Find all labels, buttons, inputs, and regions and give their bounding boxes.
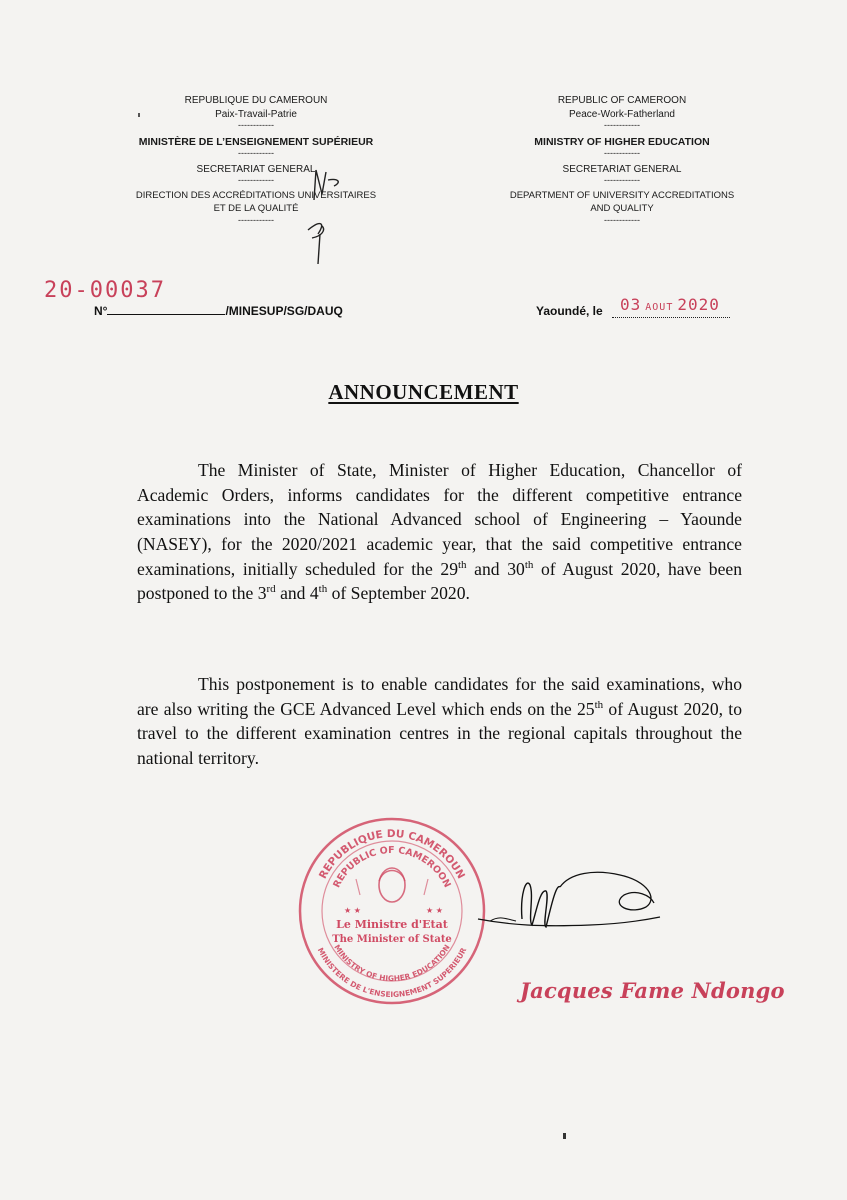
header-left-country: REPUBLIQUE DU CAMEROUN xyxy=(184,95,328,106)
date-year: 2020 xyxy=(677,295,720,314)
header-right-country: REPUBLIC OF CAMEROON xyxy=(557,95,687,106)
paragraph-2-text: This postponement is to enable candidates for the said examinations, who are also writing the GCE Advanced Level which ends on the 25 xyxy=(137,674,742,719)
paragraph-2-text: of August 2020, to travel to the different examination centres in the regional capitals throughout the national territory. xyxy=(137,698,742,768)
header-left-department-2: ET DE LA QUALITÉ xyxy=(213,203,299,215)
header-left-separator: ------------ xyxy=(238,175,274,186)
reference-prefix: N° xyxy=(94,304,108,318)
reference-suffix: /MINESUP/SG/DAUQ xyxy=(225,304,343,318)
official-seal-icon xyxy=(296,815,488,1007)
ordinal-suffix: th xyxy=(524,558,534,571)
paragraph-1-text: and 30 xyxy=(466,558,525,579)
header-left-department-1: DIRECTION DES ACCRÉDITATIONS UNIVERSITAIRES xyxy=(135,190,377,202)
reference-stamp: 20-00037 xyxy=(44,278,166,303)
header-left-separator: ------------ xyxy=(238,148,274,159)
svg-text:★ ★: ★ ★ xyxy=(426,906,443,915)
date-place: Yaoundé, le xyxy=(536,304,603,318)
paragraph-1-text: of September 2020. xyxy=(327,583,470,604)
header-right-separator: ------------ xyxy=(604,120,640,130)
paragraph-1-text: The Minister of State, Minister of Higher Education, Chancellor of Academic Orders, informs candidates for the different competitive entrance examinations into the National Advanced school of Engineering – Yaounde (NASEY), for the 2020/2021 academic year, that the said competitive entrance examinations, initially scheduled for the 29 xyxy=(137,460,742,579)
paragraph-1-text: of August 2020, have been postponed to the 3 xyxy=(137,558,742,604)
signature-icon xyxy=(470,855,690,945)
seal-outer-bottom-text: MINISTERE DE L'ENSEIGNEMENT SUPERIEUR xyxy=(315,946,469,1000)
header-right-secretariat: SECRETARIAT GENERAL xyxy=(562,163,682,175)
signer-name: Jacques Fame Ndongo xyxy=(520,978,785,1003)
date-underline xyxy=(612,317,730,318)
reference-line xyxy=(94,304,343,318)
header-left-separator: ------------ xyxy=(238,120,274,130)
ordinal-suffix: th xyxy=(318,583,328,596)
ordinal-suffix: th xyxy=(458,558,467,571)
seal-center-line-1: Le Ministre d'Etat xyxy=(336,918,448,931)
svg-text:★ ★: ★ ★ xyxy=(344,906,361,915)
seal-outer-top-text: REPUBLIQUE DU CAMEROUN xyxy=(316,827,468,881)
date-month: AOUT xyxy=(645,302,674,313)
header-right-separator: ------------ xyxy=(604,175,640,186)
header-right-department-1: DEPARTMENT OF UNIVERSITY ACCREDITATIONS xyxy=(509,190,735,202)
announcement-title xyxy=(0,380,847,405)
header-left-separator: ------------ xyxy=(238,214,274,225)
seal-center-line-2: The Minister of State xyxy=(332,934,452,945)
header-left-motto: Paix-Travail-Patrie xyxy=(215,108,297,120)
date-stamp xyxy=(620,295,720,314)
header-right-separator: ------------ xyxy=(604,214,640,225)
header-right-separator: ------------ xyxy=(604,148,640,159)
svg-text:MINISTRY OF HIGHER EDUCATION xyxy=(332,943,452,983)
ordinal-suffix: rd xyxy=(266,583,276,596)
ordinal-suffix: th xyxy=(594,698,604,711)
paragraph-1 xyxy=(137,458,742,606)
header-right-motto: Peace-Work-Fatherland xyxy=(569,108,675,120)
seal-inner-bottom-text: MINISTRY OF HIGHER EDUCATION xyxy=(332,942,452,984)
header-left-secretariat: SECRETARIAT GENERAL xyxy=(196,163,316,175)
header-right-ministry: MINISTRY OF HIGHER EDUCATION xyxy=(534,135,710,148)
reference-blank xyxy=(107,304,225,315)
paragraph-1-text: and 4 xyxy=(275,583,319,604)
header-right-department-2: AND QUALITY xyxy=(590,203,654,215)
header-left-ministry: MINISTÈRE DE L’ENSEIGNEMENT SUPÉRIEUR xyxy=(138,135,374,148)
header-french xyxy=(116,94,396,226)
header-english xyxy=(482,94,762,226)
scan-speck xyxy=(563,1133,566,1139)
seal-inner-top-text: REPUBLIC OF CAMEROON xyxy=(331,844,453,890)
date-day: 03 xyxy=(620,295,642,314)
paragraph-2 xyxy=(137,672,742,771)
title-text: ANNOUNCEMENT xyxy=(328,380,519,404)
initials-scribble-icon xyxy=(300,160,350,270)
